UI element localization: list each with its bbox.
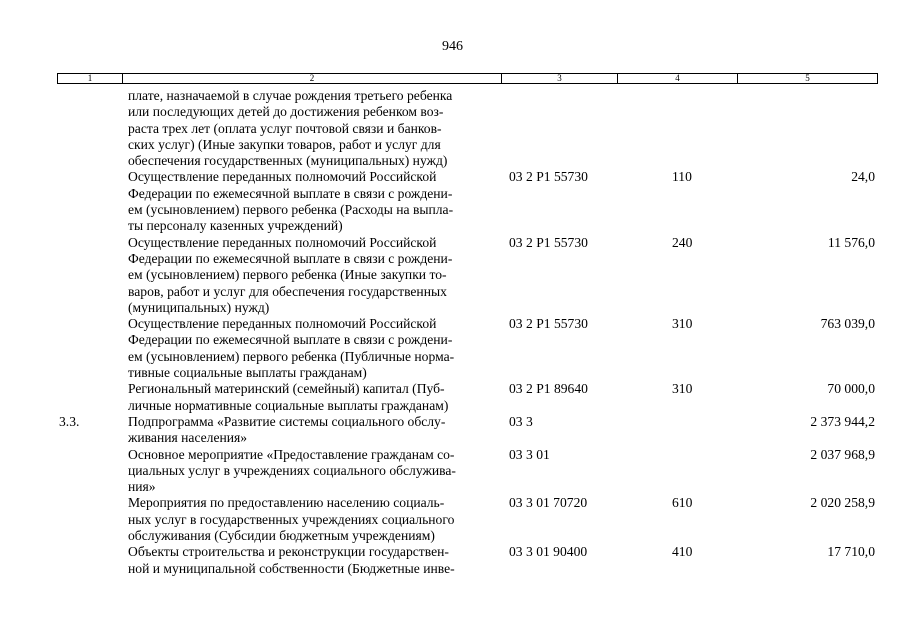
row-number [57, 495, 128, 544]
table-row [57, 88, 878, 169]
table-row [57, 447, 878, 496]
description-line: ных услуг в государственных учреждениях социального [128, 511, 455, 527]
row-amount: 17 710,0 [827, 544, 875, 560]
row-number [57, 544, 128, 577]
description-line: Объекты строительства и реконструкции государствен- [128, 544, 449, 560]
row-description [128, 447, 508, 496]
description-line: тивные социальные выплаты гражданам) [128, 365, 367, 381]
row-expense-type: 610 [672, 495, 693, 511]
header-col-4: 4 [618, 74, 738, 83]
header-col-3: 3 [502, 74, 618, 83]
row-number [57, 316, 128, 381]
description-line: Региональный материнский (семейный) капитал (Пуб- [128, 381, 445, 397]
row-amount: 2 037 968,9 [810, 446, 875, 462]
description-line: Осуществление переданных полномочий Российской [128, 234, 437, 250]
description-line: варов, работ и услуг для обеспечения государственных [128, 283, 447, 299]
row-description [128, 381, 508, 414]
row-amount: 24,0 [851, 169, 875, 185]
description-line: личные нормативные социальные выплаты гражданам) [128, 397, 449, 413]
table-body [57, 88, 878, 577]
row-amount: 11 576,0 [827, 234, 875, 250]
row-expense-type: 410 [672, 544, 693, 560]
table-row [57, 495, 878, 544]
row-expense-type: 310 [672, 381, 693, 397]
table-row [57, 544, 878, 577]
row-code [508, 88, 626, 169]
description-line: Осуществление переданных полномочий Российской [128, 169, 437, 185]
row-number [57, 169, 128, 234]
row-description [128, 495, 508, 544]
description-line: обслуживания (Субсидии бюджетным учреждениям) [128, 528, 435, 544]
row-amount: 2 373 944,2 [810, 413, 875, 429]
description-line: Осуществление переданных полномочий Российской [128, 316, 437, 332]
row-code: 03 2 P1 55730 [509, 169, 588, 185]
row-description [128, 414, 508, 447]
row-code: 03 3 01 70720 [509, 495, 588, 511]
row-number [57, 447, 128, 496]
row-expense-type: 240 [672, 234, 693, 250]
description-line: Федерации по ежемесячной выплате в связи с рождени- [128, 332, 453, 348]
row-description [128, 544, 508, 577]
row-expense-type: 110 [672, 169, 692, 185]
row-description [128, 88, 508, 169]
row-number: 3.3. [59, 413, 80, 429]
description-line: Федерации по ежемесячной выплате в связи с рождени- [128, 250, 453, 266]
row-expense-type: 310 [672, 316, 693, 332]
description-line: Мероприятия по предоставлению населению социаль- [128, 495, 445, 511]
row-number [57, 88, 128, 169]
description-line: ем (усыновлением) первого ребенка (Расходы на выпла- [128, 202, 454, 218]
description-line: раста трех лет (оплата услуг почтовой связи и банков- [128, 120, 442, 136]
row-code: 03 2 P1 55730 [509, 316, 588, 332]
row-number [57, 381, 128, 414]
description-line: Подпрограмма «Развитие системы социального обслу- [128, 413, 446, 429]
description-line: живания населения» [128, 430, 248, 446]
row-number [57, 235, 128, 316]
row-expense-type [626, 414, 746, 447]
description-line: ты персоналу казенных учреждений) [128, 218, 343, 234]
row-code: 03 3 01 90400 [509, 544, 588, 560]
description-line: Федерации по ежемесячной выплате в связи с рождени- [128, 185, 453, 201]
description-line: ной и муниципальной собственности (Бюджетные инве- [128, 560, 455, 576]
row-expense-type [626, 447, 746, 496]
description-line: плате, назначаемой в случае рождения третьего ребенка [128, 88, 453, 103]
row-expense-type [626, 88, 746, 169]
table-row [57, 169, 878, 234]
table-row [57, 414, 878, 447]
row-amount: 763 039,0 [820, 316, 875, 332]
row-code: 03 2 P1 55730 [509, 234, 588, 250]
description-line: обеспечения государственных (муниципальных) нужд) [128, 153, 448, 169]
row-code: 03 3 01 [509, 446, 550, 462]
row-description [128, 169, 508, 234]
header-col-5: 5 [805, 73, 810, 83]
table-row [57, 381, 878, 414]
page-number: 946 [442, 39, 463, 54]
table-row [57, 316, 878, 381]
row-amount: 70 000,0 [827, 381, 875, 397]
description-line: ских услуг) (Иные закупки товаров, работ и услуг для [128, 136, 441, 152]
description-line: циальных услуг в учреждениях социального обслужива- [128, 462, 456, 478]
description-line: ния» [128, 479, 156, 495]
description-line: (муниципальных) нужд) [128, 299, 270, 315]
row-amount [746, 88, 878, 169]
row-code: 03 3 [509, 413, 533, 429]
row-description [128, 235, 508, 316]
row-description [128, 316, 508, 381]
description-line: Основное мероприятие «Предоставление гражданам со- [128, 446, 455, 462]
header-col-1: 1 [58, 74, 123, 83]
description-line: ем (усыновлением) первого ребенка (Публичные норма- [128, 348, 455, 364]
header-col-2: 2 [123, 74, 502, 83]
description-line: ем (усыновлением) первого ребенка (Иные закупки то- [128, 267, 447, 283]
row-code: 03 2 P1 89640 [509, 381, 588, 397]
table-header [57, 73, 878, 84]
description-line: или последующих детей до достижения ребенком воз- [128, 104, 444, 120]
table-row [57, 235, 878, 316]
row-amount: 2 020 258,9 [810, 495, 875, 511]
